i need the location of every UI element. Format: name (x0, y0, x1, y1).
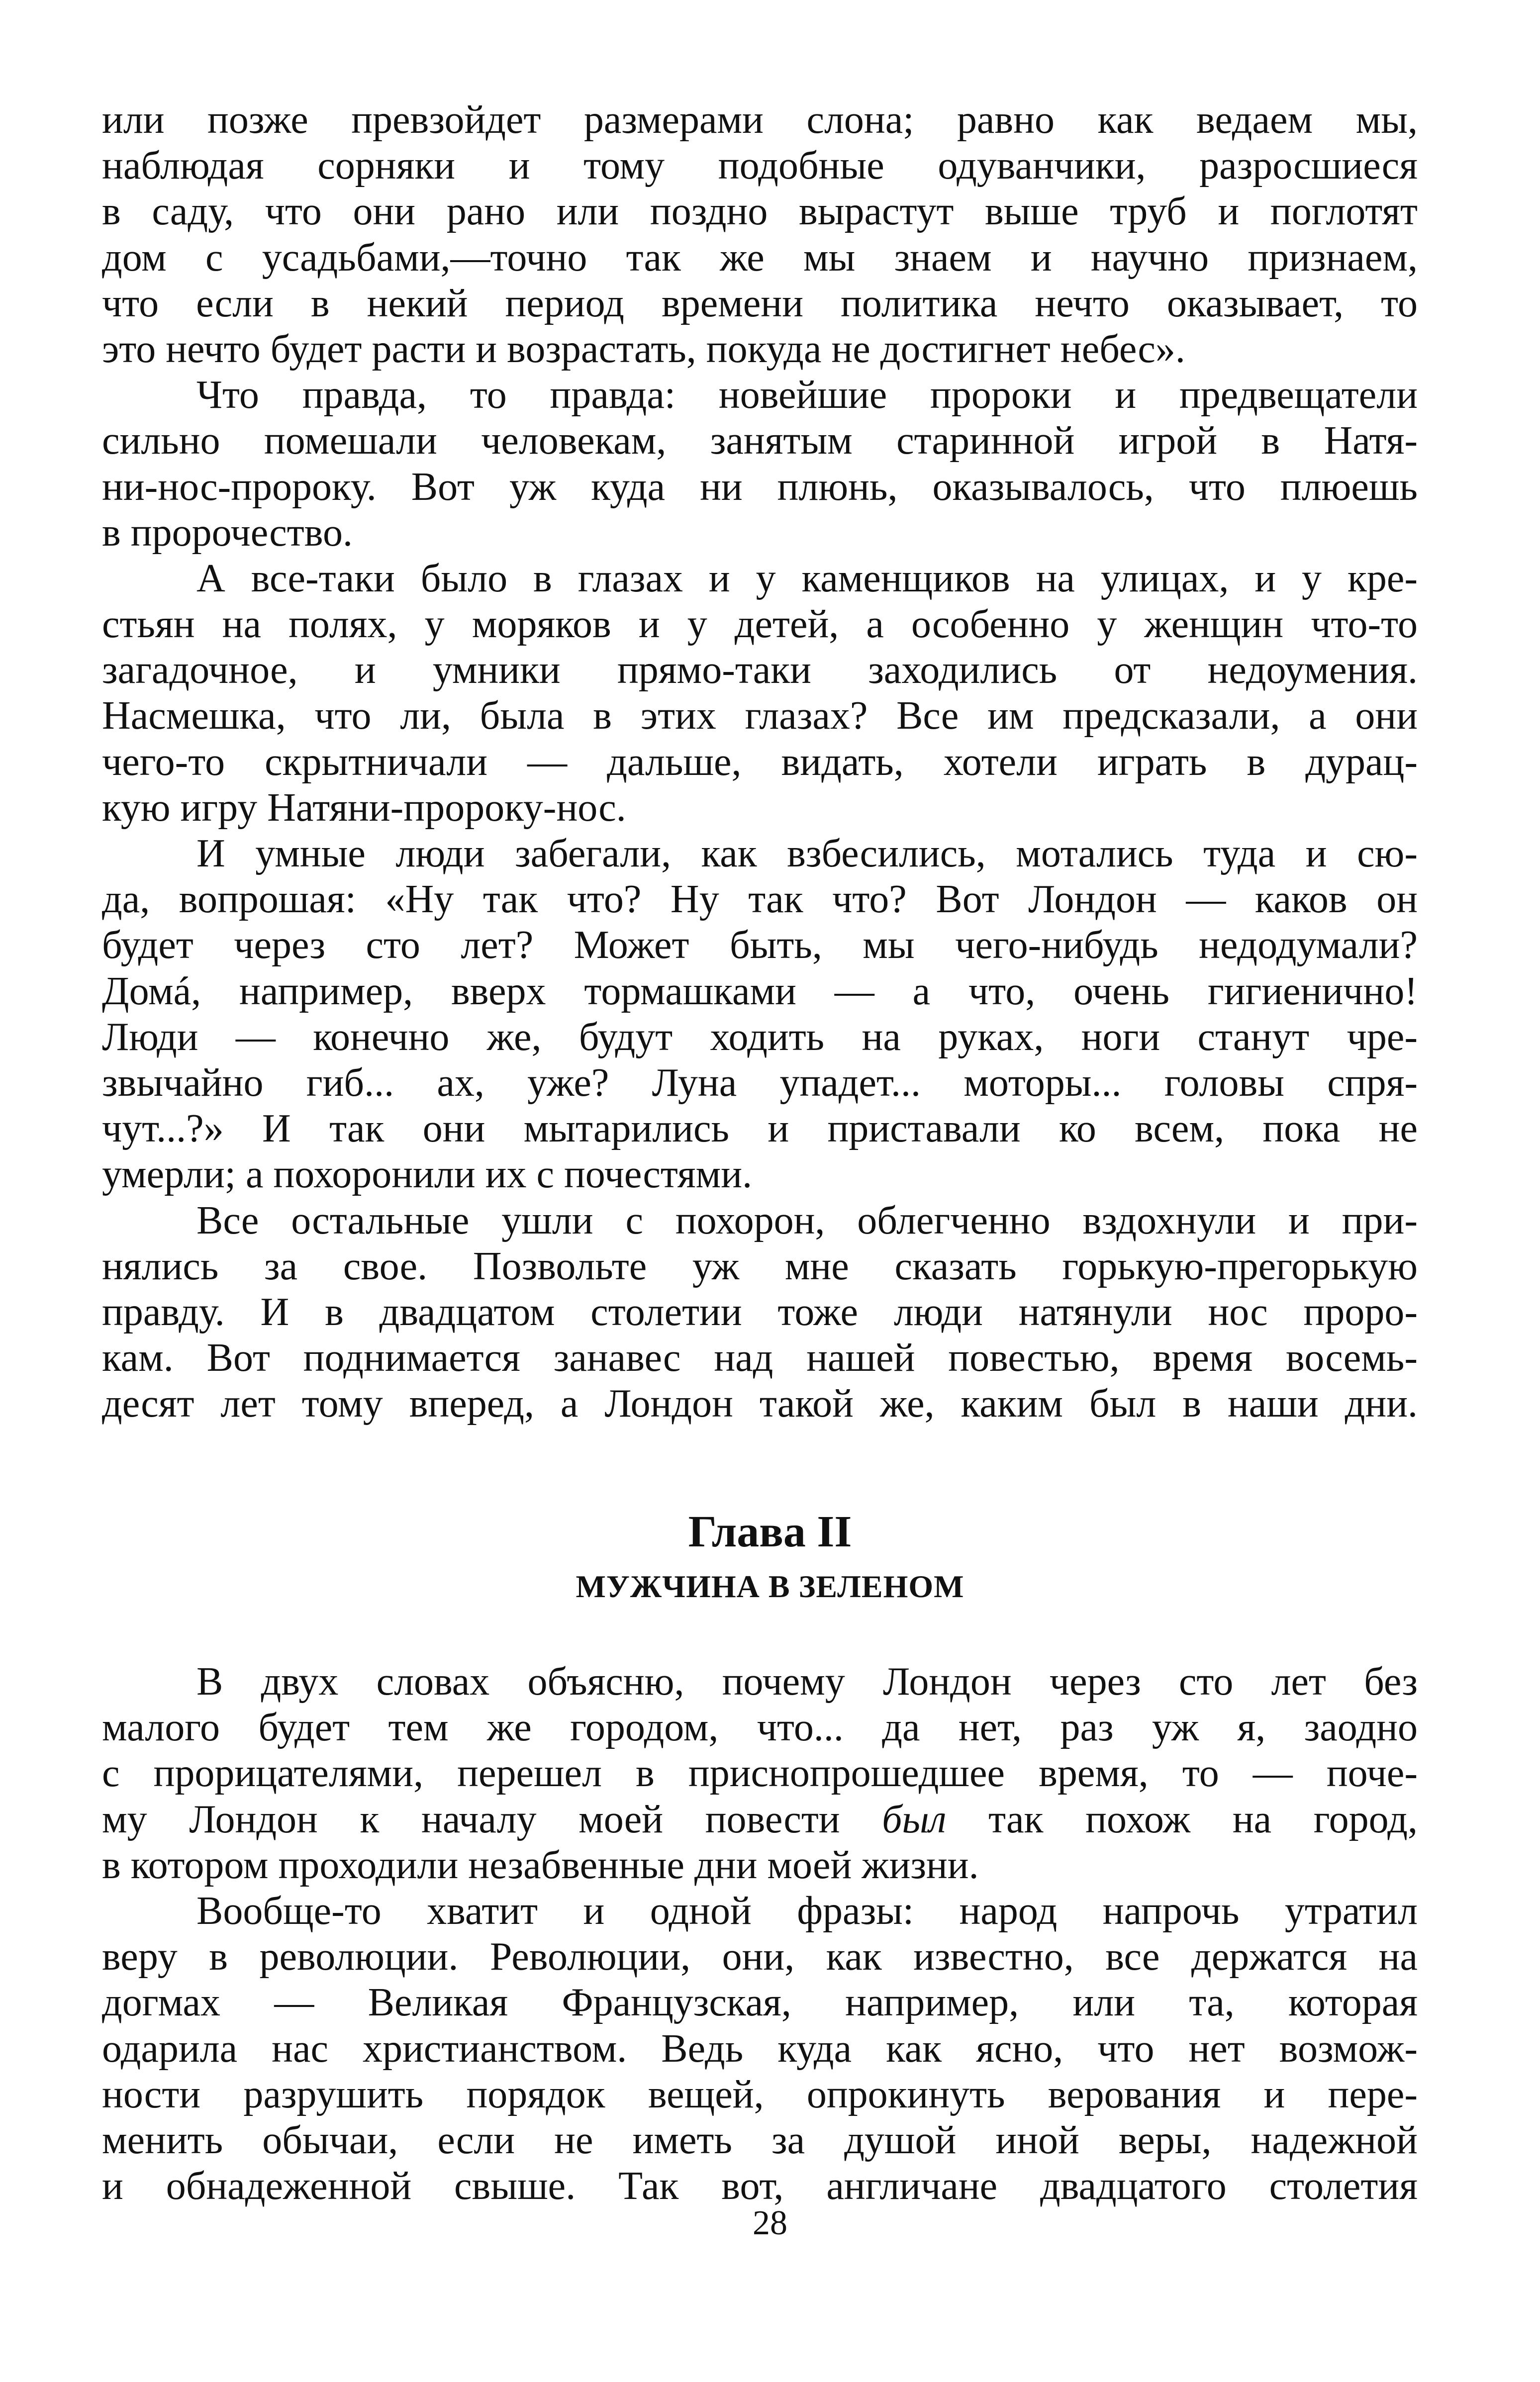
top-text-block (102, 97, 1418, 1427)
text-line: нялись за свое. Позвольте уж мне сказать горькую-прегорькую (102, 1244, 1418, 1288)
text-line: Вообще-то хватит и одной фразы: народ напрочь утратил (196, 1889, 1418, 1933)
text-line: наблюдая сорняки и тому подобные одуванчики, разросшиеся (102, 144, 1418, 188)
text-line: загадочное, и умники прямо-таки заходились от недоумения. (102, 648, 1418, 692)
text-line: менить обычаи, если не иметь за душой иной веры, надежной (102, 2118, 1418, 2162)
text-line: догмах — Великая Французская, например, или та, которая (102, 1981, 1418, 2025)
text-line: В двух словах объясню, почему Лондон через сто лет без (196, 1660, 1418, 1704)
text-line: или позже превзойдет размерами слона; равно как ведаем мы, (102, 98, 1418, 142)
text-line: звычайно гиб... ах, уже? Луна упадет... моторы... головы спря- (102, 1060, 1418, 1105)
bottom-text-block (102, 1659, 1418, 2209)
text-line: в котором проходили незабвенные дни моей жизни. (102, 1843, 979, 1887)
text-line: Домá, например, вверх тормашками — а что, очень гигиенично! (102, 969, 1418, 1013)
chapter-title: Глава II (688, 1507, 852, 1556)
text-line: что если в некий период времени политика нечто оказывает, то (102, 281, 1418, 325)
text-line: ности разрушить порядок вещей, опрокинуть верования и пере- (102, 2072, 1418, 2116)
text-line: малого будет тем же городом, что... да нет, раз уж я, заодно (102, 1706, 1418, 1750)
text-line: в саду, что они рано или поздно вырастут выше труб и поглотят (102, 190, 1418, 234)
text-line: кую игру Натяни-пророку-нос. (102, 785, 626, 830)
text-line: Люди — конечно же, будут ходить на руках, ноги станут чре- (102, 1015, 1418, 1059)
text-line: сильно помешали человекам, занятым старинной игрой в Натя- (102, 419, 1418, 463)
text-line: правду. И в двадцатом столетии тоже люди натянули нос проро- (102, 1290, 1418, 1334)
text-line: и обнадеженной свыше. Так вот, англичане двадцатого столетия (102, 2164, 1418, 2208)
text-line: умерли; а похоронили их с почестями. (102, 1152, 753, 1197)
text-line: будет через сто лет? Может быть, мы чего-нибудь недодумали? (102, 923, 1418, 967)
text-line: чут...?» И так они мытарились и приставали ко всем, пока не (102, 1107, 1418, 1151)
text-line: кам. Вот поднимается занавес над нашей повестью, время восемь- (102, 1336, 1418, 1380)
text-line: одарила нас христианством. Ведь куда как ясно, что нет возмож- (102, 2026, 1418, 2071)
text-line: ни-нос-пророку. Вот уж куда ни плюнь, оказывалось, что плюешь (102, 465, 1418, 509)
text-segment: му Лондон к началу моей повести (102, 1797, 840, 1841)
italic-word: был (882, 1797, 947, 1841)
text-line: да, вопрошая: «Ну так что? Ну так что? Вот Лондон — каков он (102, 877, 1418, 922)
text-line: Насмешка, что ли, была в этих глазах? Все им предсказали, а они (102, 694, 1418, 738)
text-line: чего-то скрытничали — дальше, видать, хотели играть в дурац- (102, 740, 1418, 784)
page-number: 28 (753, 2204, 787, 2242)
text-line: И умные люди забегали, как взбесились, мотались туда и сю- (196, 832, 1418, 875)
text-line: с прорицателями, перешел в приснопрошедшее время, то — поче- (102, 1751, 1418, 1796)
text-segment: так похож на город, (988, 1797, 1418, 1841)
text-line: это нечто будет расти и возрастать, покуда не достигнет небес». (102, 327, 1185, 371)
text-line: в пророчество. (102, 510, 353, 555)
text-line: стьян на полях, у моряков и у детей, а особенно у женщин что-то (102, 602, 1418, 647)
text-line: десят лет тому вперед, а Лондон такой же, каким был в наши дни. (102, 1382, 1418, 1426)
chapter-subtitle: МУЖЧИНА В ЗЕЛЕНОМ (576, 1569, 964, 1604)
text-line: Что правда, то правда: новейшие пророки и предвещатели (196, 373, 1418, 417)
text-line: Все остальные ушли с похорон, облегченно вздохнули и при- (196, 1198, 1418, 1242)
text-line: дом с усадьбами,—точно так же мы знаем и научно признаем, (102, 235, 1418, 280)
text-line: А все-таки было в глазах и у каменщиков на улицах, и у кре- (196, 556, 1418, 600)
text-line (102, 1797, 1418, 1842)
text-line: веру в революции. Революции, они, как известно, все держатся на (102, 1935, 1418, 1979)
